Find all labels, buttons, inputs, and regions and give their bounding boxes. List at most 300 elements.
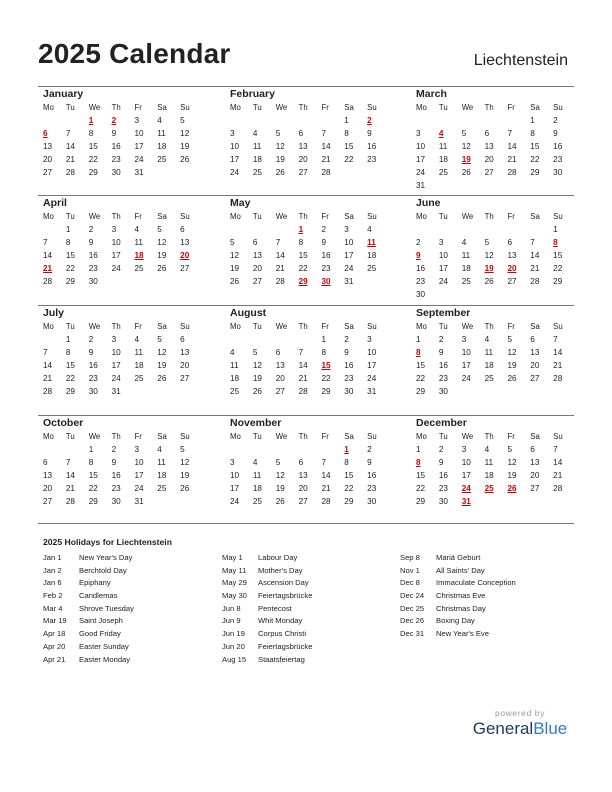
day-cell: 12 (180, 129, 190, 138)
day-cell: 30 (438, 497, 448, 506)
holiday-name: Easter Monday (79, 654, 131, 664)
week-row (230, 495, 390, 508)
day-cell: 31 (134, 168, 144, 177)
empty-cell (253, 443, 276, 456)
week-row (43, 443, 203, 456)
weekday-label: Tu (65, 103, 75, 112)
day-cell: 30 (111, 497, 121, 506)
day-cell: 12 (157, 348, 167, 357)
day-cell: 6 (252, 238, 258, 247)
day-cell: 25 (157, 484, 167, 493)
week-row (416, 236, 576, 249)
day-cell: 7 (507, 129, 512, 138)
empty-cell (43, 223, 66, 236)
holiday-date: Apr 20 (43, 641, 66, 651)
week-row (230, 469, 390, 482)
day-cell: 5 (275, 458, 281, 467)
weekday-label: Mo (416, 103, 427, 112)
empty-cell (553, 385, 576, 398)
holiday-name: Candlemas (79, 591, 118, 601)
empty-cell (530, 495, 553, 508)
weekday-header (416, 431, 576, 443)
week-row (416, 179, 576, 192)
holiday-day: 30 (321, 277, 331, 286)
holiday-item (43, 590, 223, 603)
day-cell: 26 (461, 168, 471, 177)
week-row (230, 443, 390, 456)
weekday-header (230, 211, 390, 223)
day-cell: 30 (88, 387, 98, 396)
day-cell: 11 (157, 129, 166, 138)
empty-cell (321, 114, 344, 127)
day-cell: 24 (367, 374, 377, 383)
weekday-label: Su (367, 322, 377, 331)
month-december (416, 417, 576, 508)
holiday-day: 19 (461, 155, 471, 164)
day-cell: 8 (65, 238, 71, 247)
day-cell: 12 (252, 361, 262, 370)
holiday-item (43, 552, 223, 565)
day-cell: 19 (230, 264, 240, 273)
weekday-label: Sa (344, 212, 354, 221)
weekday-label: Su (553, 103, 563, 112)
day-cell: 31 (367, 387, 377, 396)
holiday-name: Shrove Tuesday (79, 603, 134, 613)
weekday-label: Th (298, 432, 308, 441)
day-cell: 18 (157, 142, 167, 151)
day-cell: 19 (157, 251, 167, 260)
week-row (416, 456, 576, 469)
holiday-name: Feiertagsbrücke (258, 641, 313, 651)
weekday-label: Su (367, 103, 377, 112)
weekday-label: Fr (321, 322, 329, 331)
day-cell: 15 (553, 251, 563, 260)
day-cell: 4 (367, 225, 372, 234)
month-november (230, 417, 390, 508)
weekday-label: Sa (157, 212, 167, 221)
weekday-label: Sa (530, 322, 540, 331)
weekday-label: Tu (438, 432, 448, 441)
day-cell: 28 (507, 168, 517, 177)
day-cell: 11 (252, 142, 262, 151)
empty-cell (530, 385, 553, 398)
day-cell: 22 (65, 374, 75, 383)
day-cell: 30 (438, 387, 448, 396)
week-row (230, 223, 390, 236)
day-cell: 25 (252, 168, 262, 177)
day-cell: 10 (134, 129, 144, 138)
day-cell: 29 (553, 277, 563, 286)
week-row (416, 495, 576, 508)
day-cell: 26 (157, 374, 167, 383)
holiday-day: 21 (43, 264, 53, 273)
empty-cell (157, 275, 180, 288)
weekday-label: Sa (530, 103, 540, 112)
day-cell: 10 (344, 238, 354, 247)
day-cell: 24 (344, 264, 354, 273)
holiday-day: 8 (553, 238, 558, 247)
weekday-label: Tu (252, 212, 262, 221)
empty-cell (134, 275, 157, 288)
day-cell: 12 (507, 348, 517, 357)
weekday-header (43, 102, 203, 114)
day-cell: 8 (344, 458, 349, 467)
day-cell: 15 (416, 361, 426, 370)
holiday-item (400, 615, 580, 628)
empty-cell (530, 179, 553, 192)
weekday-label: Fr (507, 212, 515, 221)
holiday-name: Saint Joseph (79, 616, 123, 626)
day-cell: 1 (553, 225, 558, 234)
day-cell: 13 (298, 471, 308, 480)
holiday-name: Mariä Geburt (436, 553, 481, 562)
day-cell: 16 (111, 471, 121, 480)
week-row (43, 482, 203, 495)
holiday-day: 11 (367, 238, 376, 247)
day-cell: 28 (65, 497, 75, 506)
day-cell: 24 (461, 374, 471, 383)
day-cell: 5 (230, 238, 235, 247)
week-row (43, 223, 203, 236)
day-cell: 21 (321, 484, 331, 493)
day-cell: 21 (65, 484, 75, 493)
week-row (416, 333, 576, 346)
day-cell: 17 (461, 471, 471, 480)
month-name: April (43, 197, 67, 209)
day-cell: 13 (484, 142, 494, 151)
day-cell: 3 (230, 129, 235, 138)
day-cell: 24 (416, 168, 426, 177)
day-cell: 9 (367, 458, 372, 467)
day-cell: 6 (180, 335, 185, 344)
weekday-label: Tu (252, 322, 262, 331)
day-cell: 10 (416, 142, 426, 151)
day-cell: 10 (230, 471, 240, 480)
holiday-item (43, 565, 223, 578)
holiday-date: Jun 20 (222, 641, 245, 651)
month-name: July (43, 307, 65, 319)
holiday-date: Apr 18 (43, 629, 66, 639)
empty-cell (180, 495, 203, 508)
weekday-label: We (88, 103, 101, 112)
month-name: January (43, 88, 84, 100)
divider-row-4 (38, 415, 574, 416)
day-cell: 13 (530, 458, 540, 467)
empty-cell (439, 114, 462, 127)
week-row (416, 153, 576, 166)
day-cell: 17 (230, 155, 240, 164)
month-january (43, 88, 203, 179)
month-june (416, 197, 576, 301)
week-row (43, 140, 203, 153)
holiday-item (222, 603, 402, 616)
day-cell: 2 (553, 116, 558, 125)
day-cell: 25 (484, 374, 494, 383)
day-cell: 21 (275, 264, 285, 273)
day-cell: 12 (180, 458, 190, 467)
day-cell: 9 (88, 238, 94, 247)
week-row (43, 262, 203, 275)
weekday-header (416, 102, 576, 114)
day-cell: 25 (134, 374, 144, 383)
week-row (416, 346, 576, 359)
day-cell: 20 (275, 374, 285, 383)
day-cell: 28 (553, 374, 563, 383)
weekday-label: We (275, 322, 288, 331)
day-cell: 3 (438, 238, 444, 247)
empty-cell (299, 443, 322, 456)
holiday-item (222, 565, 402, 578)
holiday-name: New Year's Day (79, 553, 133, 562)
day-cell: 16 (344, 361, 354, 370)
day-cell: 22 (416, 374, 426, 383)
weekday-label: Sa (157, 103, 167, 112)
holiday-name: Labour Day (258, 553, 298, 562)
empty-cell (485, 495, 508, 508)
holiday-name: Epiphany (79, 578, 111, 588)
day-cell: 16 (553, 142, 563, 151)
day-cell: 18 (252, 484, 262, 493)
holiday-date: Aug 15 (222, 654, 247, 664)
holiday-date: May 1 (222, 553, 243, 562)
holiday-day: 9 (416, 251, 421, 260)
empty-cell (416, 114, 439, 127)
day-cell: 2 (88, 335, 94, 344)
week-row (416, 443, 576, 456)
day-cell: 8 (530, 129, 535, 138)
day-cell: 12 (484, 251, 494, 260)
day-cell: 18 (461, 264, 471, 273)
weekday-label: Tu (65, 322, 75, 331)
empty-cell (230, 333, 253, 346)
weekday-label: Su (553, 322, 563, 331)
logo-brand-blue: Blue (533, 719, 568, 738)
empty-cell (507, 495, 530, 508)
week-row (230, 114, 390, 127)
empty-cell (157, 166, 180, 179)
day-cell: 9 (344, 348, 349, 357)
weekday-label: Mo (43, 322, 54, 331)
weekday-label: Mo (43, 212, 54, 221)
day-cell: 6 (43, 458, 48, 467)
day-cell: 30 (88, 277, 98, 286)
day-cell: 4 (157, 445, 162, 454)
day-cell: 27 (484, 168, 494, 177)
empty-cell (230, 114, 253, 127)
day-cell: 25 (230, 387, 240, 396)
weekday-label: Mo (416, 212, 427, 221)
weekday-label: Th (111, 432, 121, 441)
week-row (230, 372, 390, 385)
holidays-column (43, 552, 223, 666)
day-cell: 17 (344, 251, 354, 260)
weekday-header (43, 321, 203, 333)
weekday-label: Su (553, 432, 563, 441)
weekday-label: Mo (230, 103, 241, 112)
day-cell: 10 (111, 238, 121, 247)
day-cell: 29 (321, 387, 331, 396)
empty-cell (507, 385, 530, 398)
logo-brand-general: General (472, 719, 534, 738)
day-cell: 3 (111, 225, 117, 234)
empty-cell (553, 495, 576, 508)
day-cell: 21 (553, 471, 563, 480)
day-cell: 19 (507, 361, 517, 370)
holiday-date: Jun 9 (222, 616, 241, 626)
day-cell: 7 (530, 238, 535, 247)
day-cell: 10 (134, 458, 144, 467)
weekday-label: Sa (344, 103, 354, 112)
day-cell: 8 (321, 348, 326, 357)
day-cell: 13 (43, 471, 53, 480)
weekday-label: We (275, 212, 288, 221)
day-cell: 20 (43, 484, 53, 493)
weekday-label: Sa (157, 432, 167, 441)
empty-cell (157, 495, 180, 508)
day-cell: 5 (461, 129, 467, 138)
weekday-label: Su (180, 322, 190, 331)
day-cell: 9 (438, 348, 444, 357)
empty-cell (439, 288, 462, 301)
weekday-label: We (88, 322, 101, 331)
day-cell: 30 (344, 387, 354, 396)
day-cell: 12 (157, 238, 167, 247)
day-cell: 22 (344, 484, 354, 493)
day-cell: 16 (321, 251, 331, 260)
day-cell: 26 (275, 168, 285, 177)
day-cell: 22 (416, 484, 426, 493)
day-cell: 22 (88, 155, 98, 164)
day-cell: 15 (344, 471, 354, 480)
day-cell: 31 (111, 387, 121, 396)
day-cell: 16 (416, 264, 426, 273)
holiday-item (222, 641, 402, 654)
empty-cell (66, 114, 89, 127)
week-row (416, 114, 576, 127)
day-cell: 24 (230, 497, 240, 506)
day-cell: 1 (344, 116, 349, 125)
weekday-label: Th (484, 322, 494, 331)
weekday-label: Fr (507, 432, 515, 441)
holiday-item (43, 628, 223, 641)
week-row (416, 372, 576, 385)
day-cell: 1 (65, 225, 71, 234)
holiday-item (400, 590, 580, 603)
day-cell: 21 (553, 361, 563, 370)
week-row (230, 482, 390, 495)
day-cell: 2 (321, 225, 326, 234)
month-february (230, 88, 390, 179)
day-cell: 28 (298, 387, 308, 396)
holiday-day: 1 (298, 225, 304, 234)
week-row (230, 333, 390, 346)
weekday-header (230, 321, 390, 333)
divider-row-3 (38, 305, 574, 306)
holiday-item (43, 641, 223, 654)
holiday-item (400, 565, 580, 578)
day-cell: 18 (252, 155, 262, 164)
holidays-title: 2025 Holidays for Liechtenstein (43, 537, 172, 547)
empty-cell (485, 288, 508, 301)
week-row (43, 495, 203, 508)
day-cell: 28 (321, 497, 331, 506)
day-cell: 27 (530, 484, 540, 493)
day-cell: 8 (65, 348, 71, 357)
day-cell: 19 (180, 471, 190, 480)
weekday-label: Sa (344, 322, 354, 331)
day-cell: 14 (507, 142, 517, 151)
day-cell: 11 (484, 458, 494, 467)
weekday-label: Fr (134, 322, 142, 331)
logo-brand-text (470, 719, 570, 739)
day-cell: 2 (344, 335, 349, 344)
month-name: May (230, 197, 251, 209)
day-cell: 27 (275, 387, 285, 396)
day-cell: 24 (111, 374, 121, 383)
day-cell: 22 (88, 484, 98, 493)
weekday-label: Tu (65, 432, 75, 441)
day-cell: 1 (65, 335, 71, 344)
day-cell: 13 (180, 238, 190, 247)
day-cell: 26 (275, 497, 285, 506)
empty-cell (485, 114, 508, 127)
month-may (230, 197, 390, 288)
day-cell: 17 (461, 361, 471, 370)
day-cell: 1 (416, 335, 421, 344)
day-cell: 24 (230, 168, 240, 177)
holiday-item (222, 552, 402, 565)
day-cell: 15 (416, 471, 426, 480)
day-cell: 19 (507, 471, 517, 480)
holiday-date: Jan 6 (43, 578, 62, 588)
day-cell: 22 (321, 374, 331, 383)
day-cell: 16 (438, 361, 448, 370)
holiday-date: Feb 2 (43, 591, 63, 601)
weekday-label: Th (298, 212, 308, 221)
day-cell: 27 (298, 497, 308, 506)
week-row (230, 249, 390, 262)
empty-cell (507, 288, 530, 301)
day-cell: 1 (88, 445, 94, 454)
weekday-label: Th (484, 103, 494, 112)
empty-cell (253, 333, 276, 346)
day-cell: 27 (530, 374, 540, 383)
holiday-date: Dec 26 (400, 616, 425, 626)
holiday-item (400, 552, 580, 565)
day-cell: 18 (484, 361, 494, 370)
day-cell: 14 (530, 251, 540, 260)
holiday-date: Dec 31 (400, 629, 425, 639)
holiday-day: 24 (461, 484, 471, 493)
generalblue-logo[interactable] (470, 708, 570, 739)
weekday-label: Tu (252, 103, 262, 112)
week-row (230, 385, 390, 398)
day-cell: 7 (553, 445, 558, 454)
day-cell: 17 (134, 142, 144, 151)
day-cell: 1 (416, 445, 421, 454)
holiday-day: 1 (344, 445, 349, 454)
month-september (416, 307, 576, 398)
holiday-name: Boxing Day (436, 616, 475, 626)
day-cell: 4 (134, 335, 139, 344)
day-cell: 2 (438, 335, 444, 344)
day-cell: 30 (111, 168, 121, 177)
day-cell: 5 (180, 116, 185, 125)
day-cell: 5 (507, 445, 512, 454)
week-row (230, 456, 390, 469)
day-cell: 17 (438, 264, 448, 273)
day-cell: 14 (321, 142, 331, 151)
